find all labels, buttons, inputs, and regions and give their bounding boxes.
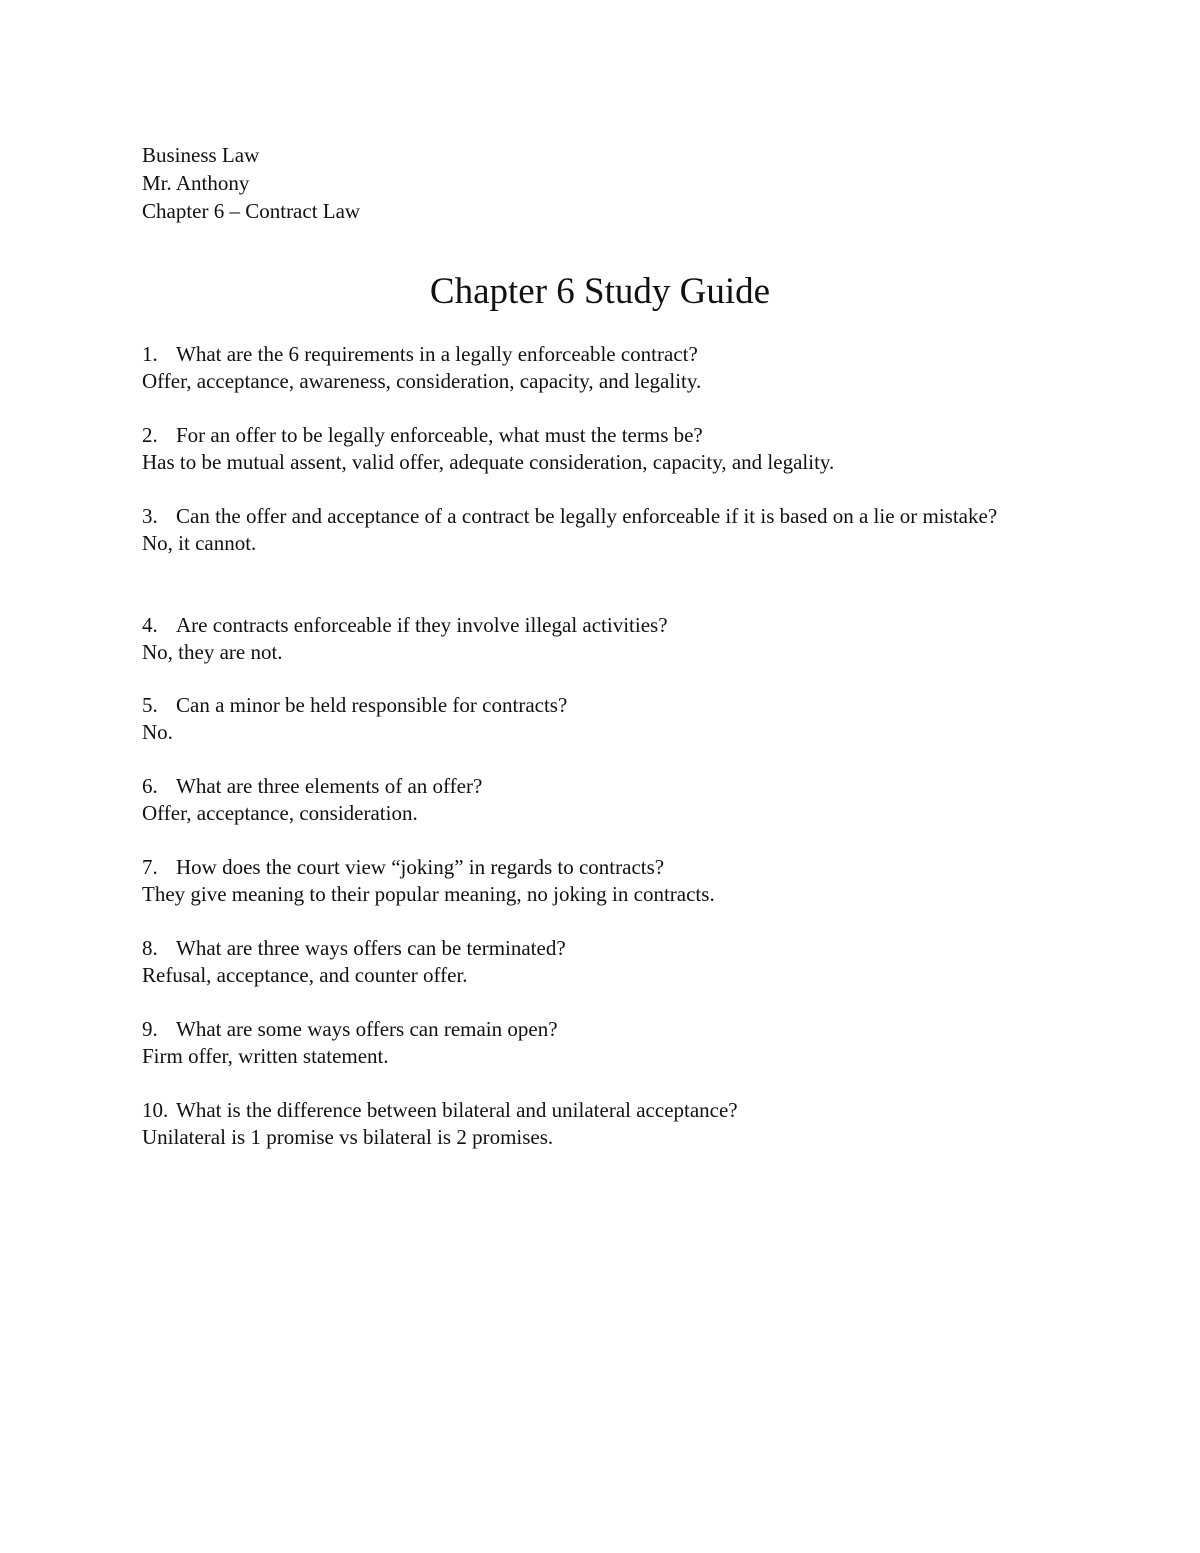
teacher-name: Mr. Anthony bbox=[142, 171, 250, 195]
qa-item-5 bbox=[142, 692, 1042, 746]
answer-text: No, they are not. bbox=[142, 640, 283, 664]
question-line bbox=[142, 1016, 1042, 1043]
question-text: Can a minor be held responsible for contracts? bbox=[176, 693, 568, 717]
question-line bbox=[142, 612, 1042, 639]
qa-item-8 bbox=[142, 935, 1042, 989]
question-line bbox=[142, 341, 1042, 368]
qa-item-6 bbox=[142, 773, 1042, 827]
answer-text: No, it cannot. bbox=[142, 531, 257, 555]
question-number: 7. bbox=[142, 855, 158, 879]
qa-item-4 bbox=[142, 612, 1042, 666]
qa-item-2 bbox=[142, 422, 1042, 476]
qa-item-3 bbox=[142, 503, 1042, 557]
answer-text: Has to be mutual assent, valid offer, adequate consideration, capacity, and legality. bbox=[142, 450, 835, 474]
answer-text: Offer, acceptance, awareness, consideration, capacity, and legality. bbox=[142, 369, 702, 393]
question-text: For an offer to be legally enforceable, what must the terms be? bbox=[176, 423, 703, 447]
question-number: 2. bbox=[142, 423, 158, 447]
answer-text: Offer, acceptance, consideration. bbox=[142, 801, 418, 825]
chapter-name: Chapter 6 – Contract Law bbox=[142, 199, 361, 223]
answer-text: No. bbox=[142, 720, 173, 744]
question-text: What are three elements of an offer? bbox=[176, 774, 483, 798]
question-text: How does the court view “joking” in regards to contracts? bbox=[176, 855, 665, 879]
answer-text: Firm offer, written statement. bbox=[142, 1044, 389, 1068]
document-header bbox=[142, 141, 360, 225]
answer-text: Refusal, acceptance, and counter offer. bbox=[142, 963, 468, 987]
question-line bbox=[142, 503, 1042, 530]
question-number: 3. bbox=[142, 504, 158, 528]
answer-text: Unilateral is 1 promise vs bilateral is 2 promises. bbox=[142, 1125, 554, 1149]
qa-item-9 bbox=[142, 1016, 1042, 1070]
question-line bbox=[142, 854, 1042, 881]
course-name: Business Law bbox=[142, 143, 260, 167]
question-line bbox=[142, 773, 1042, 800]
question-number: 10. bbox=[142, 1098, 169, 1122]
page-title: Chapter 6 Study Guide bbox=[429, 271, 771, 312]
qa-item-1 bbox=[142, 341, 1042, 395]
question-line bbox=[142, 935, 1042, 962]
question-number: 9. bbox=[142, 1017, 158, 1041]
question-line bbox=[142, 1097, 1042, 1124]
question-text: What are the 6 requirements in a legally enforceable contract? bbox=[176, 342, 698, 366]
question-number: 1. bbox=[142, 342, 158, 366]
question-number: 4. bbox=[142, 613, 158, 637]
question-text: Are contracts enforceable if they involve illegal activities? bbox=[176, 613, 668, 637]
question-number: 8. bbox=[142, 936, 158, 960]
question-number: 5. bbox=[142, 693, 158, 717]
question-text: What is the difference between bilateral and unilateral acceptance? bbox=[176, 1098, 738, 1122]
question-text: What are some ways offers can remain open? bbox=[176, 1017, 558, 1041]
question-line bbox=[142, 422, 1042, 449]
question-text: What are three ways offers can be terminated? bbox=[176, 936, 566, 960]
qa-item-7 bbox=[142, 854, 1042, 908]
qa-item-10 bbox=[142, 1097, 1042, 1151]
question-number: 6. bbox=[142, 774, 158, 798]
question-line bbox=[142, 692, 1042, 719]
question-text: Can the offer and acceptance of a contract be legally enforceable if it is based on a lie or mistake? bbox=[176, 504, 998, 528]
answer-text: They give meaning to their popular meaning, no joking in contracts. bbox=[142, 882, 715, 906]
